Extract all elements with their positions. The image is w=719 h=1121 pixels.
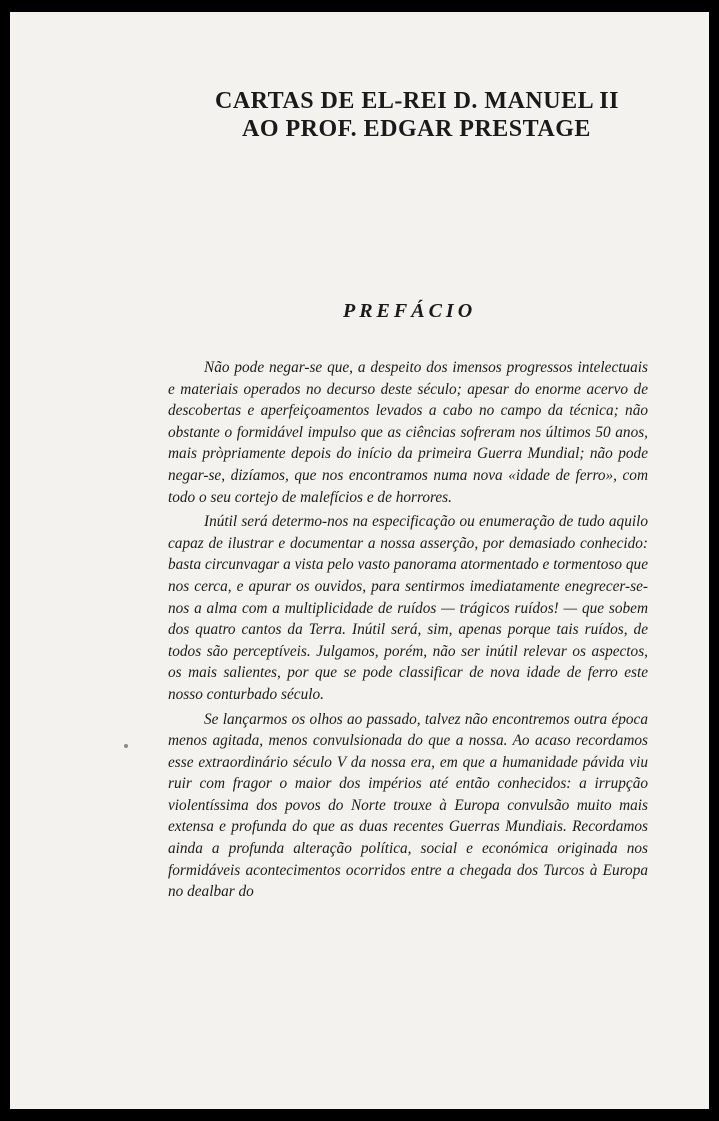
- document-page: [10, 12, 709, 1109]
- section-heading: PREFÁCIO: [343, 300, 477, 322]
- document-title-line-2: AO PROF. EDGAR PRESTAGE: [242, 116, 591, 142]
- paragraph-3: Se lançarmos os olhos ao passado, talvez não encontremos outra época menos agitada, menos convulsionada do que a nossa. Ao acaso recordamos esse extraordinário século V da nossa era, em que a humanidade pávida viu ruir com fragor o maior dos impérios até então conhecidos: a irrupção violentíssima dos povos do Norte trouxe à Europa convulsão muito mais extensa e profunda do que as duas recentes Guerras Mundiais. Recordamos ainda a profunda alteração política, social e económica originada nos formidáveis acontecimentos ocorridos entre a chegada dos Turcos à Europa no dealbar do: [168, 710, 648, 901]
- body-text: [168, 357, 648, 906]
- document-title-line-1: CARTAS DE EL-REI D. MANUEL II: [215, 88, 619, 114]
- paragraph-1: Não pode negar-se que, a despeito dos imensos progressos intelectuais e materiais operados no decurso deste século; apesar do enorme acervo de descobertas e aperfeiçoamentos levados a cabo no campo da técnica; não obstante o formidável impulso que as ciências sofreram nos últimos 50 anos, mais pròpriamente depois do início da primeira Guerra Mundial; não pode negar-se, dizíamos, que nos encontramos numa nova «idade de ferro», com todo o seu cortejo de malefícios e de horrores.: [168, 359, 648, 506]
- scan-speck: [124, 744, 128, 748]
- paragraph-2: Inútil será determo-nos na especificação ou enumeração de tudo aquilo capaz de ilustrar e documentar a nossa asserção, por demasiado conhecido: basta circunvagar a vista pelo vasto panorama atormentado e tormentoso que nos cerca, e apurar os ouvidos, para sentirmos imediatamente enegrecer-se-nos a alma com a multiplicidade de ruídos — trágicos ruídos! — que sobem dos quatro cantos da Terra. Inútil será, sim, apenas porque tais ruídos, de todos são perceptíveis. Julgamos, porém, não ser inútil relevar os aspectos, os mais salientes, por que se pode classificar de nova idade de ferro este nosso conturbado século.: [168, 513, 648, 703]
